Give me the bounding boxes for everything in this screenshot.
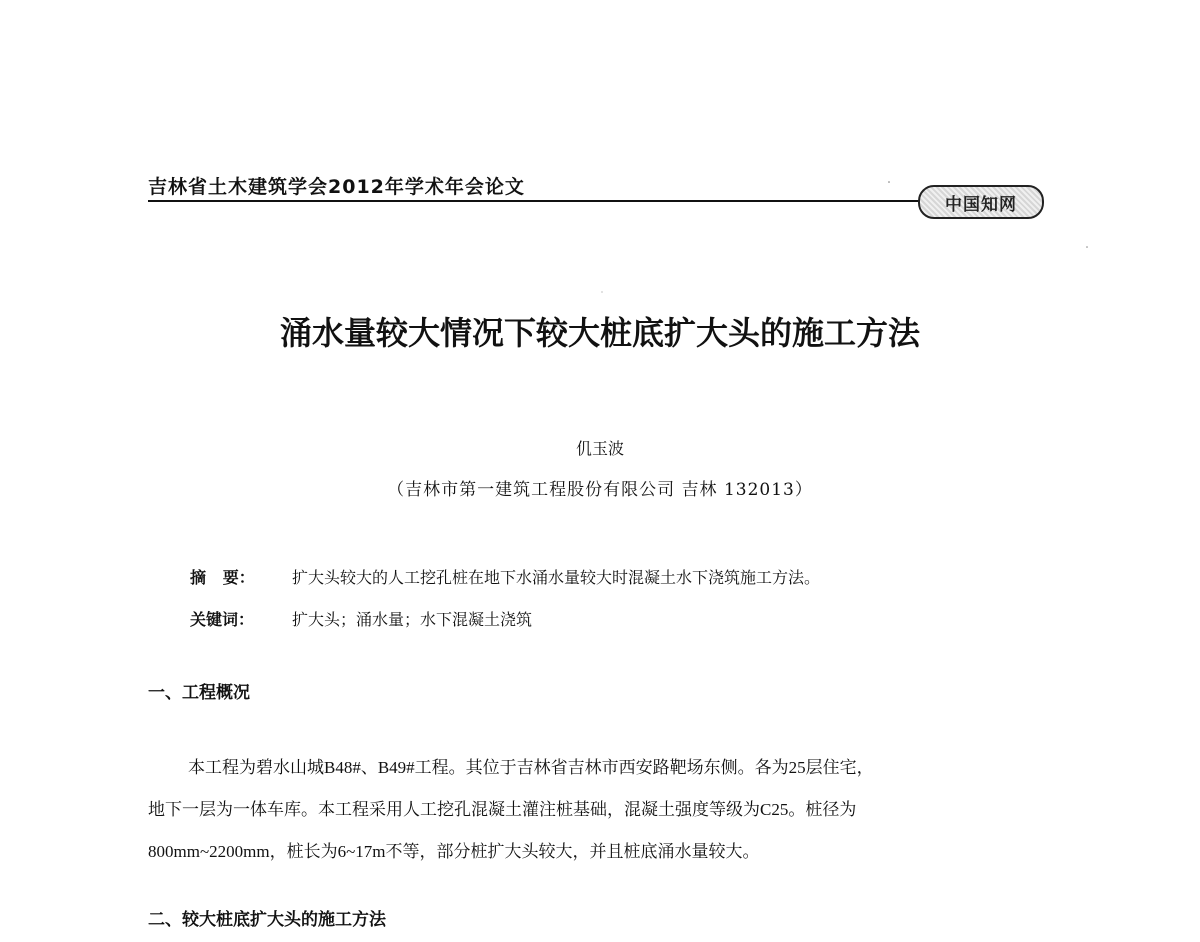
paragraph-line: 地下一层为一体车库。本工程采用人工挖孔混凝土灌注桩基础，混凝土强度等级为C25。桩径为 [148,800,857,819]
paragraph-line: 本工程为碧水山城B48#、B49#工程。其位于吉林省吉林市西安路靶场东侧。各为25层住宅， [188,758,874,777]
paper-title: 涌水量较大情况下较大桩底扩大头的施工方法 [279,314,920,352]
section-heading-overview: 一、工程概况 [148,683,250,703]
abstract-text: 扩大头较大的人工挖孔桩在地下水涌水量较大时混凝土水下浇筑施工方法。 [292,568,821,587]
author-affiliation: （吉林市第一建筑工程股份有限公司 吉林 132013） [387,480,813,500]
conference-header: 吉林省土木建筑学会2012年学术年会论文 [148,176,525,198]
paragraph-line: 800mm~2200mm，桩长为6~17m不等，部分桩扩大头较大，并且桩底涌水量较大。 [148,842,760,861]
section-heading-method: 二、较大桩底扩大头的施工方法 [148,910,386,930]
author-name: 仉玉波 [575,439,624,458]
abstract-label: 摘 要： [190,568,255,587]
keywords-text: 扩大头；涌水量；水下混凝土浇筑 [292,610,533,629]
logo-text: 中国知网 [945,194,1017,215]
keywords-label: 关键词： [190,610,255,629]
